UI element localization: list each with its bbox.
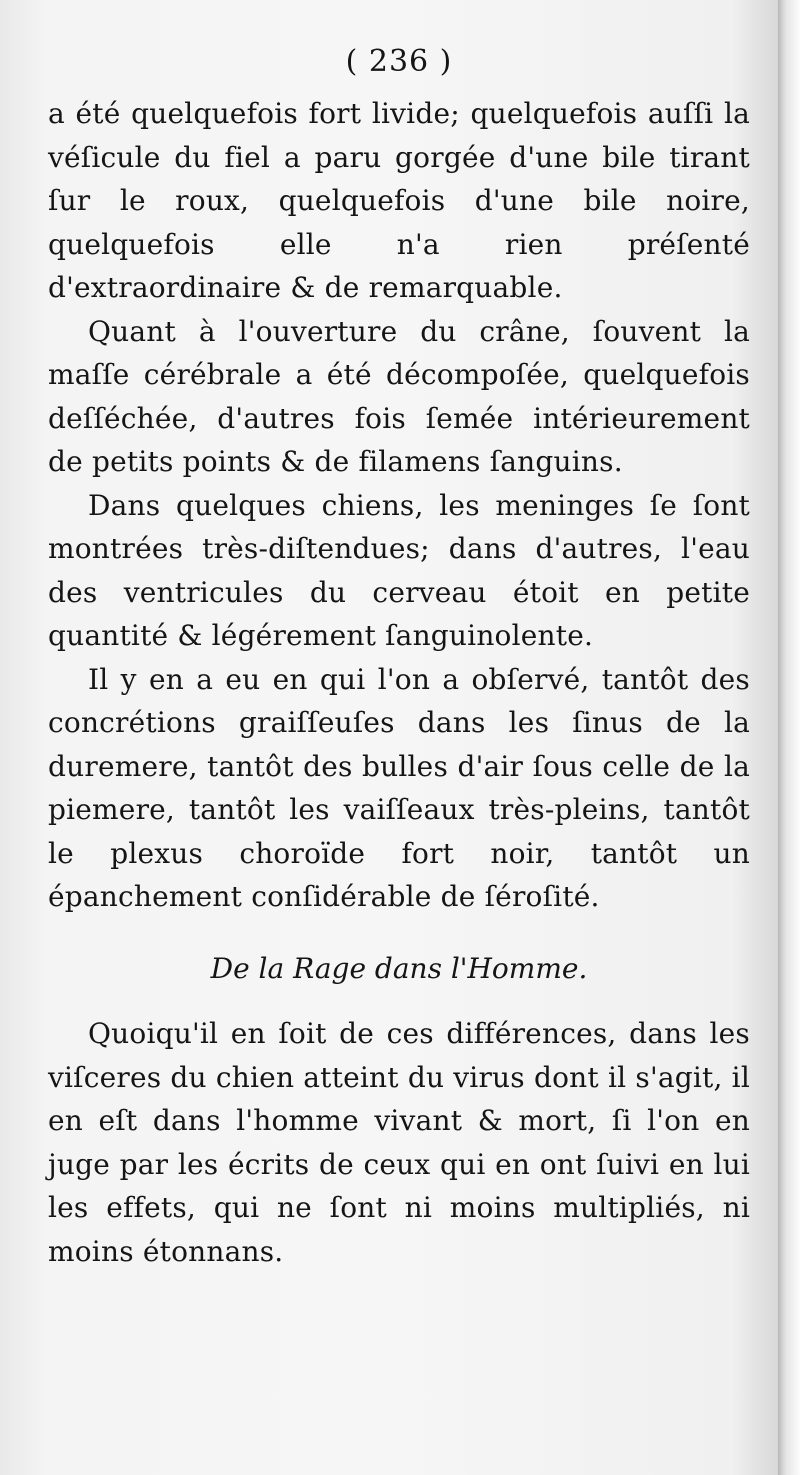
paragraph-meninges: Dans quelques chiens, les meninges ſe ſont montrées très-diſtendues; dans d'autres, l'eau des ventricules du cerveau étoit en petite quantité & légérement ſanguinolente. (48, 488, 750, 652)
paragraph-skull-opening: Quant à l'ouverture du crâne, ſouvent la maſſe cérébrale a été décompoſée, quelquefois deſſéchée, d'autres fois ſemée intérieurement de petits points & de filamens ſanguins. (48, 314, 750, 478)
paragraph-concretions: Il y en a eu en qui l'on a obſervé, tantôt des concrétions graiſſeuſes dans les ſinus de la duremere, tantôt des bulles d'air ſous celle de la piemere, tantôt les vaiſſeaux très-pleins, tantôt le plexus choroïde fort noir, tantôt un épanchement conſidérable de ſéroſité. (48, 662, 750, 913)
page-text-block (48, 40, 750, 1273)
paragraph-human-rabies: Quoiqu'il en ſoit de ces différences, dans les viſceres du chien atteint du virus dont il s'agit, il en eſt dans l'homme vivant & mort, ſi l'on en juge par les écrits de ceux qui en ont ſuivi en lui les effets, qui ne ſont ni moins multipliés, ni moins étonnans. (48, 1017, 750, 1268)
section-heading: De la Rage dans l'Homme. (210, 951, 588, 985)
page-edge (778, 0, 800, 1475)
page-number: ( 236 ) (345, 44, 453, 79)
paragraph-continuation: a été quelquefois fort livide; quelquefois auſſi la véſicule du fiel a paru gorgée d'une bile tirant ſur le roux, quelquefois d'une bile noire, quelquefois elle n'a rien préſenté d'extraordinaire & de remarquable. (48, 97, 750, 304)
